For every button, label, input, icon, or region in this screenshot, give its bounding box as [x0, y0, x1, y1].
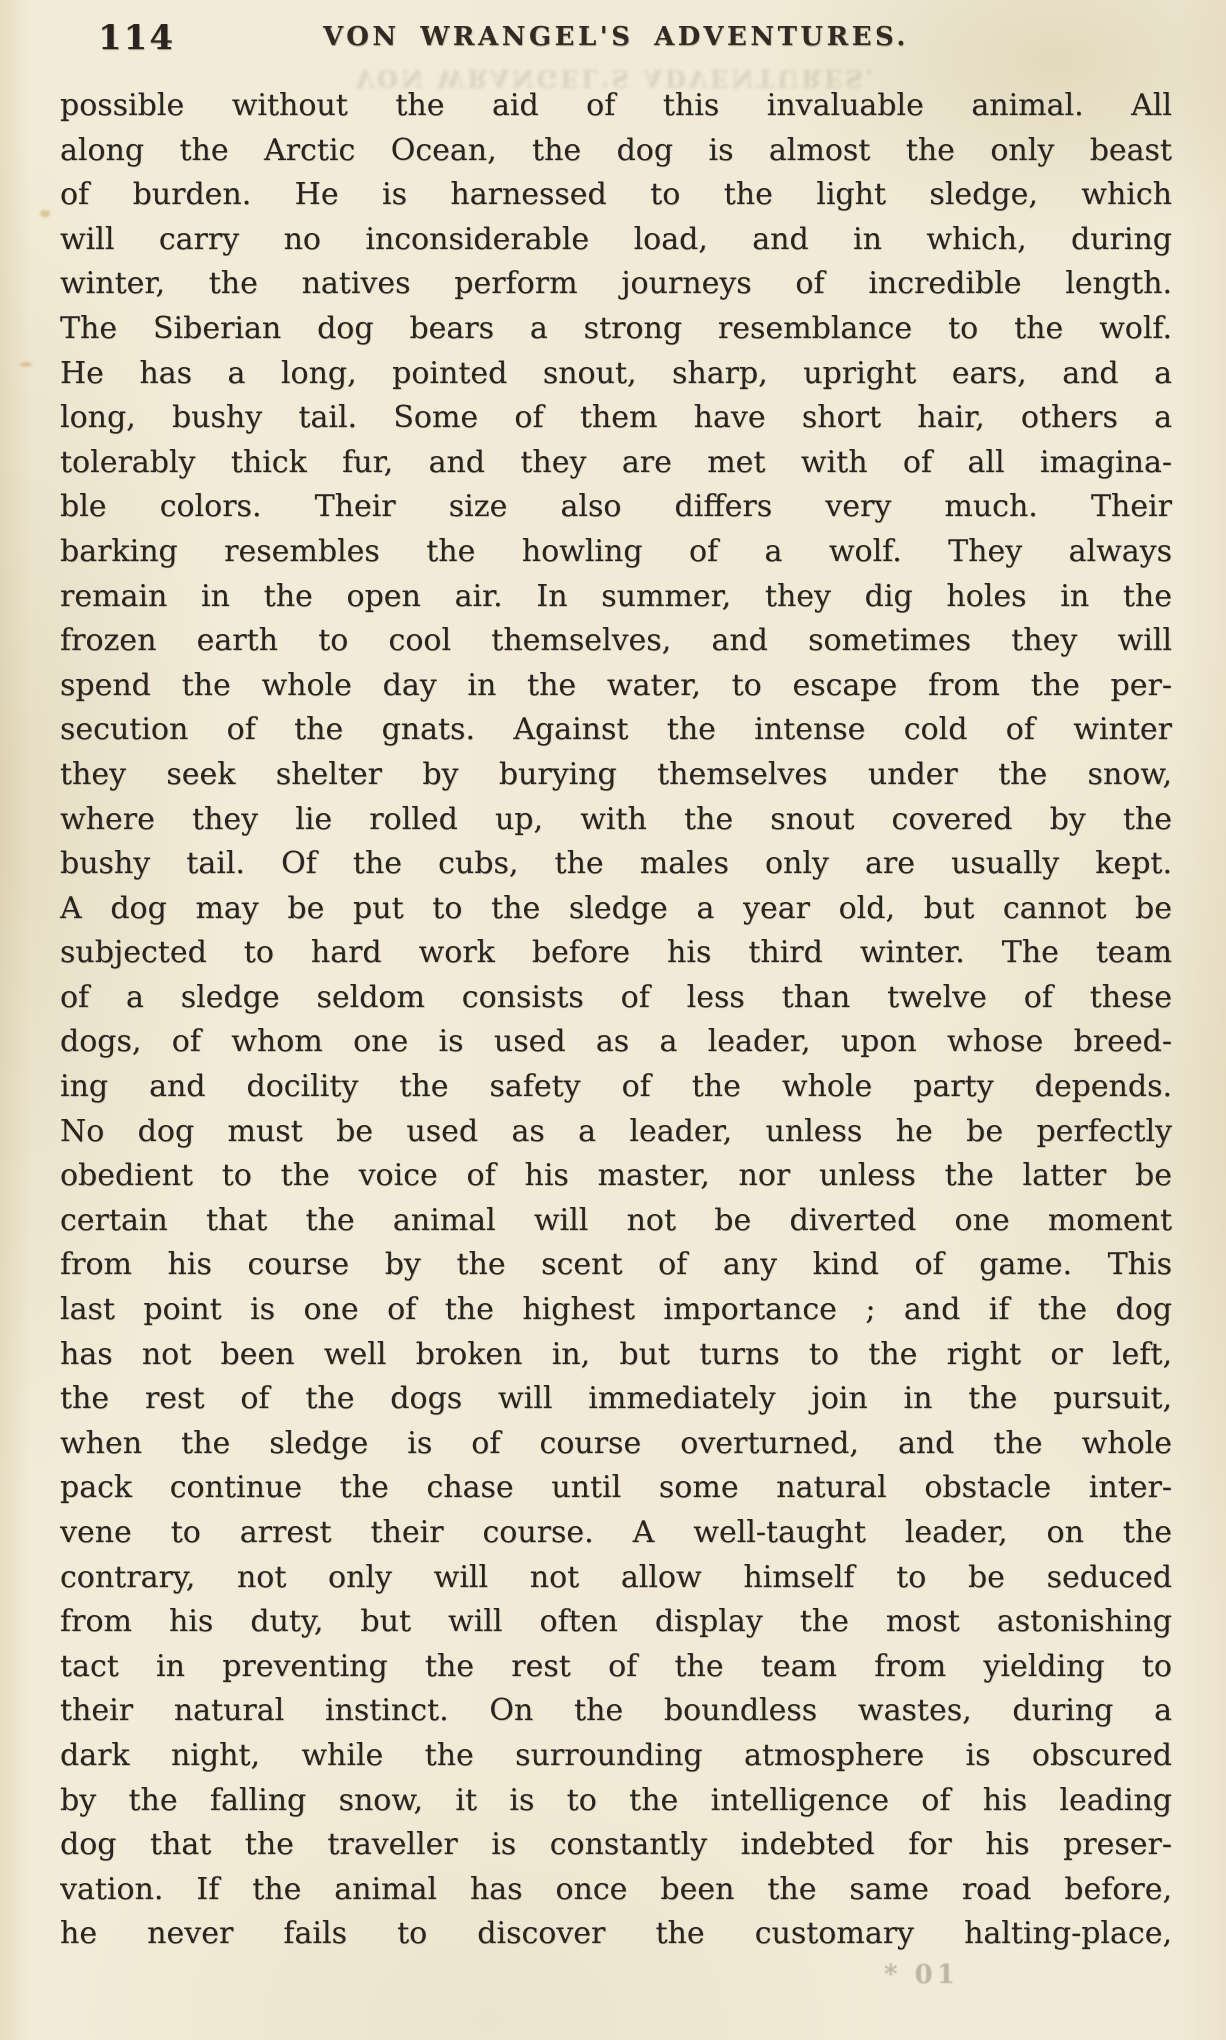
text-line: possible without the aid of this invaluable animal. All: [60, 88, 1172, 123]
text-line: A dog may be put to the sledge a year old, but cannot be: [60, 890, 1172, 926]
signature-showthrough-mark: * 01: [884, 1960, 959, 1990]
text-line: dogs, of whom one is used as a leader, upon whose breed-: [60, 1024, 1172, 1060]
text-line: dark night, while the surrounding atmosphere is obscured: [60, 1737, 1172, 1773]
text-line: contrary, not only will not allow himself to be seduced: [60, 1559, 1172, 1595]
running-head: VON WRANGEL'S ADVENTURES.: [323, 22, 909, 52]
foxing-spot: [40, 210, 50, 217]
text-line: tolerably thick fur, and they are met with of all imagina-: [60, 444, 1172, 480]
text-line: subjected to hard work before his third winter. The team: [60, 935, 1172, 971]
text-line: bushy tail. Of the cubs, the males only are usually kept.: [60, 846, 1172, 882]
text-line: secution of the gnats. Against the intense cold of winter: [60, 712, 1172, 748]
text-line: The Siberian dog bears a strong resemblance to the wolf.: [60, 310, 1172, 346]
text-line: obedient to the voice of his master, nor unless the latter be: [60, 1158, 1172, 1194]
running-head-showthrough: VON WRANGEL'S ADVENTURES.: [355, 64, 877, 93]
text-line: along the Arctic Ocean, the dog is almost the only beast: [60, 132, 1172, 168]
text-line: he never fails to discover the customary halting-place,: [60, 1916, 1172, 1952]
text-line: pack continue the chase until some natural obstacle inter-: [60, 1470, 1172, 1506]
text-line: has not been well broken in, but turns to the right or left,: [60, 1336, 1172, 1372]
text-line: by the falling snow, it is to the intelligence of his leading: [60, 1782, 1172, 1818]
text-line: long, bushy tail. Some of them have short hair, others a: [60, 400, 1172, 436]
text-line: from his duty, but will often display the most astonishing: [60, 1604, 1172, 1640]
text-line: when the sledge is of course overturned, and the whole: [60, 1425, 1172, 1461]
text-line: frozen earth to cool themselves, and sometimes they will: [60, 623, 1172, 659]
text-line: their natural instinct. On the boundless wastes, during a: [60, 1693, 1172, 1729]
text-line: He has a long, pointed snout, sharp, upright ears, and a: [60, 355, 1172, 391]
text-line: winter, the natives perform journeys of incredible length.: [60, 266, 1172, 302]
text-line: they seek shelter by burying themselves under the snow,: [60, 756, 1172, 792]
text-line: of burden. He is harnessed to the light sledge, which: [60, 177, 1172, 213]
text-line: vation. If the animal has once been the same road before,: [60, 1871, 1172, 1907]
text-line: of a sledge seldom consists of less than twelve of these: [60, 979, 1172, 1015]
text-line: vene to arrest their course. A well-taught leader, on the: [60, 1515, 1172, 1550]
text-line: barking resembles the howling of a wolf. They always: [60, 533, 1172, 569]
text-line: where they lie rolled up, with the snout covered by the: [60, 801, 1172, 837]
text-line: ble colors. Their size also differs very much. Their: [60, 489, 1172, 525]
text-line: No dog must be used as a leader, unless he be perfectly: [60, 1113, 1172, 1149]
text-line: ing and docility the safety of the whole party depends.: [60, 1069, 1172, 1105]
foxing-spot: [20, 362, 32, 367]
text-line: spend the whole day in the water, to escape from the per-: [60, 667, 1172, 703]
text-line: last point is one of the highest importance ; and if the dog: [60, 1292, 1172, 1328]
text-line: from his course by the scent of any kind of game. This: [60, 1247, 1172, 1283]
text-line: will carry no inconsiderable load, and in which, during: [60, 221, 1172, 257]
text-line: the rest of the dogs will immediately join in the pursuit,: [60, 1381, 1172, 1417]
text-line: dog that the traveller is constantly indebted for his preser-: [60, 1827, 1172, 1863]
text-line: remain in the open air. In summer, they dig holes in the: [60, 578, 1172, 614]
body-text: [60, 84, 1172, 1957]
page-number: 114: [98, 18, 175, 58]
page-header: [60, 18, 1172, 93]
text-line: tact in preventing the rest of the team from yielding to: [60, 1648, 1172, 1684]
text-line: certain that the animal will not be diverted one moment: [60, 1202, 1172, 1238]
